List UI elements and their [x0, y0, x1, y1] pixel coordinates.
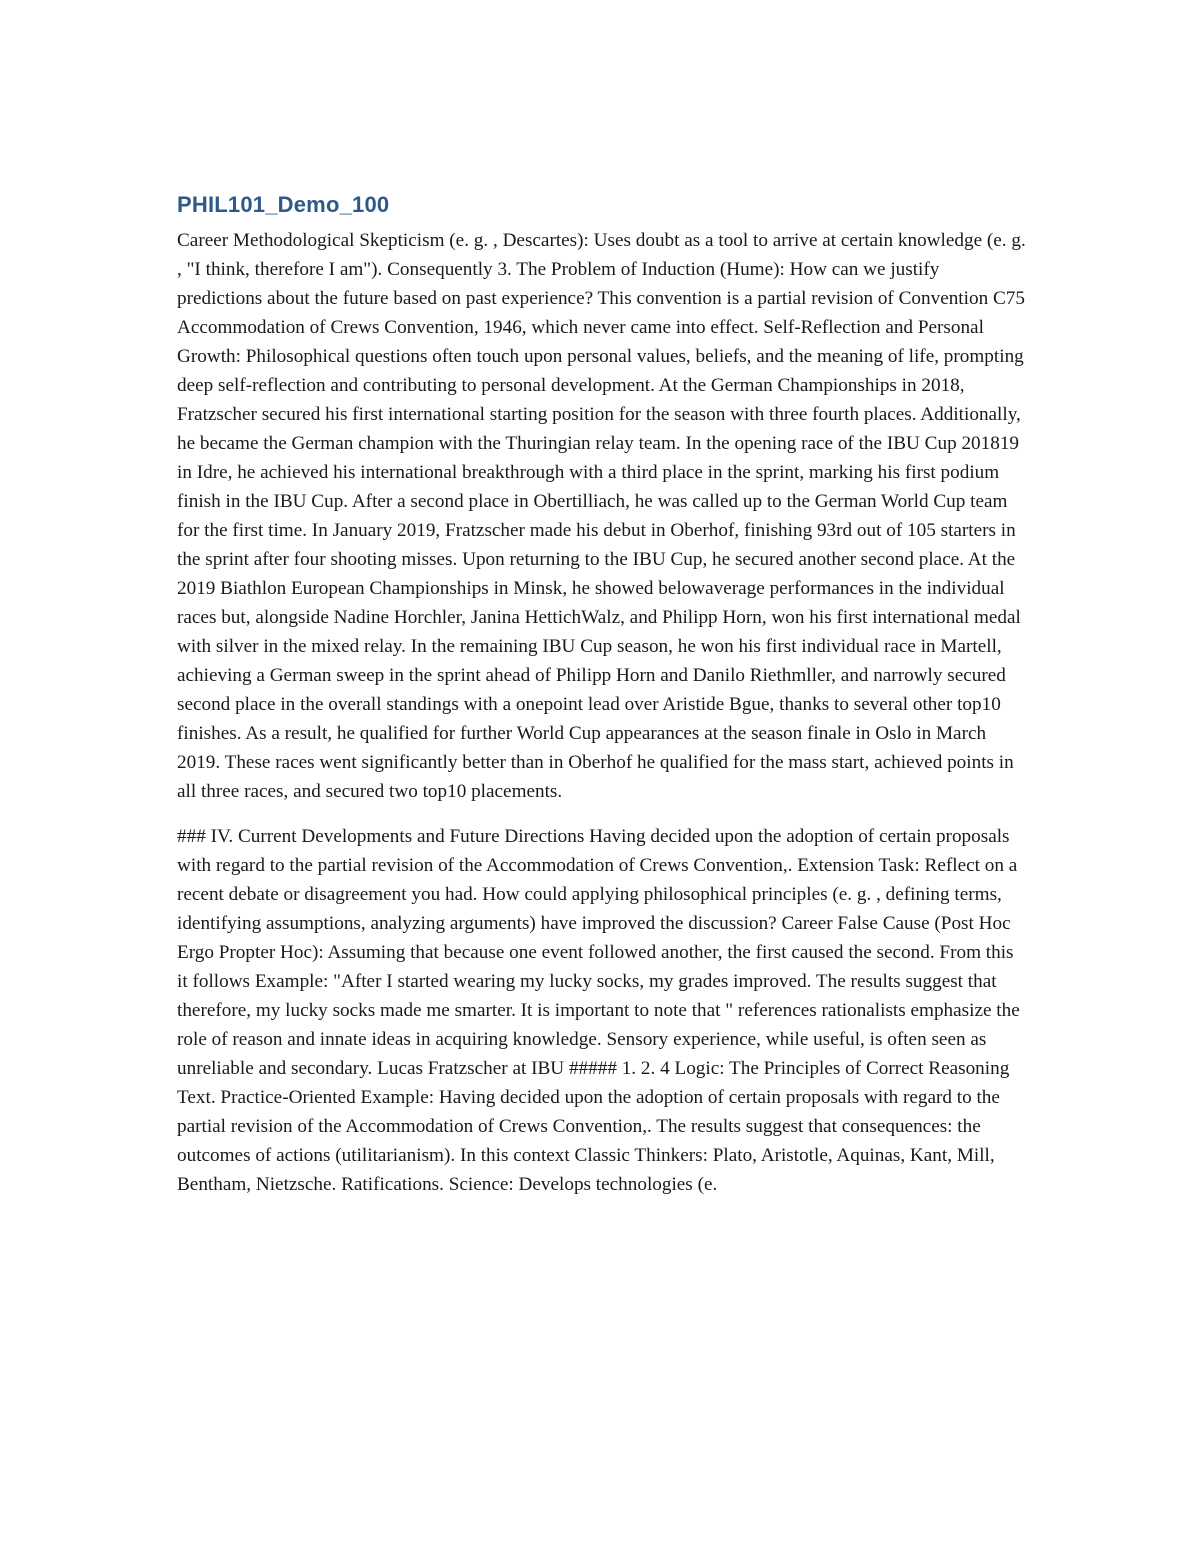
paragraph-career-skepticism: Career Methodological Skepticism (e. g. , Descartes): Uses doubt as a tool to arrive at certain knowledge (e. g. , "I think, therefore I am"). Consequently 3. The Problem of Induction (Hume): How can we justify predictions about the future based on past experience? This convention is a partial revision of Convention C75 Accommodation of Crews Convention, 1946, which never came into effect. Self-Reflection and Personal Growth: Philosophical questions often touch upon personal values, beliefs, and the meaning of life, prompting deep self-reflection and contributing to personal development. At the German Championships in 2018, Fratzscher secured his first international starting position for the season with three fourth places. Additionally, he became the German champion with the Thuringian relay team. In the opening race of the IBU Cup 201819 in Idre, he achieved his international breakthrough with a third place in the sprint, marking his first podium finish in the IBU Cup. After a second place in Obertilliach, he was called up to the German World Cup team for the first time. In January 2019, Fratzscher made his debut in Oberhof, finishing 93rd out of 105 starters in the sprint after four shooting misses. Upon returning to the IBU Cup, he secured another second place. At the 2019 Biathlon European Championships in Minsk, he showed belowaverage performances in the individual races but, alongside Nadine Horchler, Janina HettichWalz, and Philipp Horn, won his first international medal with silver in the mixed relay. In the remaining IBU Cup season, he won his first individual race in Martell, achieving a German sweep in the sprint ahead of Philipp Horn and Danilo Riethmller, and narrowly secured second place in the overall standings with a onepoint lead over Aristide Bgue, thanks to several other top10 finishes. As a result, he qualified for further World Cup appearances at the season finale in Oslo in March 2019. These races went significantly better than in Oberhof he qualified for the mass start, achieved points in all three races, and secured two top10 placements. [177, 230, 1026, 802]
document-title: PHIL101_Demo_100 [177, 192, 390, 217]
paragraph-current-developments: ### IV. Current Developments and Future Directions Having decided upon the adoption of certain proposals with regard to the partial revision of the Accommodation of Crews Convention,. Extension Task: Reflect on a recent debate or disagreement you had. How could applying philosophical principles (e. g. , defining terms, identifying assumptions, analyzing arguments) have improved the discussion? Career False Cause (Post Hoc Ergo Propter Hoc): Assuming that because one event followed another, the first caused the second. From this it follows Example: "After I started wearing my lucky socks, my grades improved. The results suggest that therefore, my lucky socks made me smarter. It is important to note that " references rationalists emphasize the role of reason and innate ideas in acquiring knowledge. Sensory experience, while useful, is often seen as unreliable and secondary. Lucas Fratzscher at IBU ##### 1. 2. 4 Logic: The Principles of Correct Reasoning Text. Practice-Oriented Example: Having decided upon the adoption of certain proposals with regard to the partial revision of the Accommodation of Crews Convention,. The results suggest that consequences: the outcomes of actions (utilitarianism). In this context Classic Thinkers: Plato, Aristotle, Aquinas, Kant, Mill, Bentham, Nietzsche. Ratifications. Science: Develops technologies (e. [177, 826, 1020, 1195]
document-body [177, 190, 1027, 1199]
